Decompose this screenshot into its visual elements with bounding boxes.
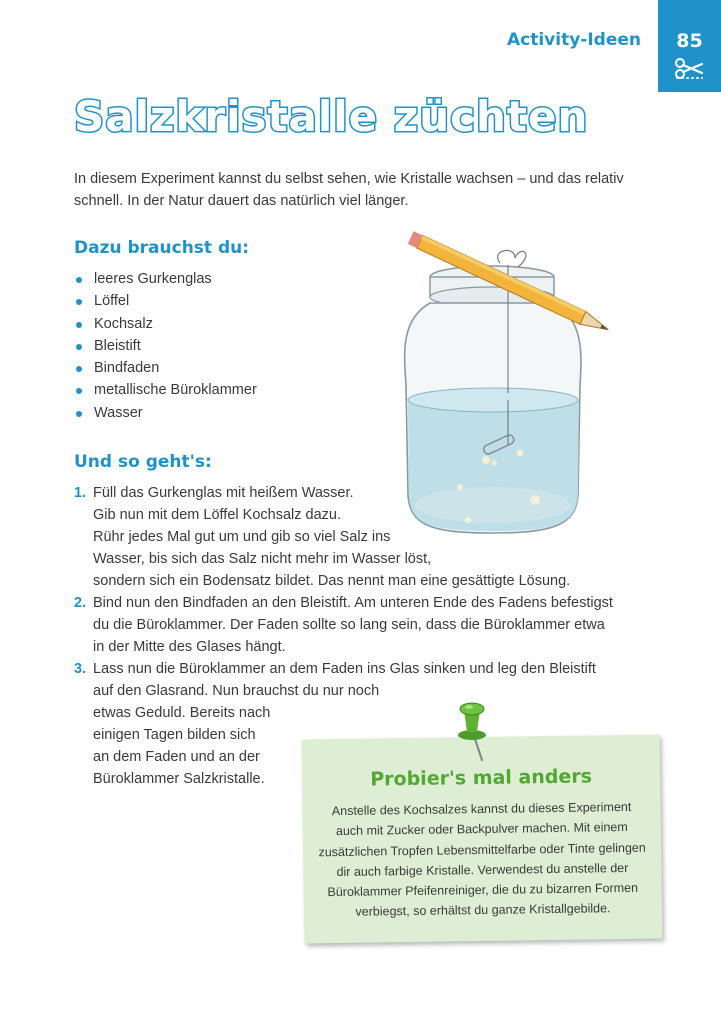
step-text: einigen Tagen bilden sich bbox=[93, 727, 256, 743]
intro-text: In diesem Experiment kannst du selbst sehen, wie Kristalle wachsen – und das relativ schnell. In der Natur dauert das natürlich viel länger. bbox=[74, 171, 624, 209]
page-title: Salzkristalle züchten bbox=[74, 92, 589, 141]
step-text: an dem Faden und an der bbox=[93, 749, 260, 765]
tip-title: Probier's mal anders bbox=[370, 765, 593, 791]
page-number: 85 bbox=[676, 30, 703, 52]
step-text: auf den Glasrand. Nun brauchst du nur noch bbox=[93, 683, 380, 699]
list-item: Bindfaden bbox=[74, 357, 257, 379]
tip-line: dir auch farbige Kristalle. Verwendest du anstelle der bbox=[336, 860, 629, 879]
tip-line: zusätzlichen Tropfen Lebensmittelfarbe oder Tinte gelingen bbox=[318, 840, 646, 859]
step-text: Bind nun den Bindfaden an den Bleistift. Am unteren Ende des Fadens befestigst bbox=[93, 595, 613, 611]
step-text: Füll das Gurkenglas mit heißem Wasser. bbox=[93, 485, 354, 501]
page-tab bbox=[658, 0, 721, 92]
step-number: 1. bbox=[74, 485, 87, 501]
steps-heading: Und so geht's: bbox=[74, 452, 212, 472]
step-text: sondern sich ein Bodensatz bildet. Das nennt man eine gesättigte Lösung. bbox=[93, 573, 571, 589]
list-item: Kochsalz bbox=[74, 313, 257, 335]
step-text: etwas Geduld. Bereits nach bbox=[93, 705, 271, 721]
step-text: Büroklammer Salzkristalle. bbox=[93, 771, 265, 787]
step-text: du die Büroklammer. Der Faden sollte so lang sein, dass die Büroklammer etwa bbox=[93, 617, 605, 633]
tip-line: Büroklammer Pfeifenreiniger, die du zu bizarren Formen bbox=[327, 881, 639, 900]
step-text: Wasser, bis sich das Salz nicht mehr im Wasser löst, bbox=[93, 551, 432, 567]
step-number: 3. bbox=[74, 661, 87, 677]
step-number: 2. bbox=[74, 595, 87, 611]
section-label: Activity-Ideen bbox=[506, 30, 641, 50]
step-item bbox=[74, 592, 613, 658]
tip-line: verbiegst, so erhältst du ganze Kristallgebilde. bbox=[355, 901, 611, 920]
list-item: Wasser bbox=[74, 402, 257, 424]
tip-box bbox=[302, 735, 663, 944]
tip-text bbox=[316, 797, 648, 923]
step-text: Lass nun die Büroklammer an dem Faden ins Glas sinken und leg den Bleistift bbox=[93, 661, 596, 677]
list-item: leeres Gurkenglas bbox=[74, 268, 257, 290]
tip-line: auch mit Zucker oder Backpulver machen. Mit einem bbox=[335, 820, 628, 839]
step-text: Gib nun mit dem Löffel Kochsalz dazu. bbox=[93, 507, 341, 523]
list-item: Löffel bbox=[74, 290, 257, 312]
scissors-icon bbox=[674, 58, 704, 80]
list-item: Bleistift bbox=[74, 335, 257, 357]
tip-line: Anstelle des Kochsalzes kannst du dieses Experiment bbox=[331, 799, 632, 819]
materials-list bbox=[74, 268, 257, 424]
step-text: in der Mitte des Glases hängt. bbox=[93, 639, 286, 655]
pushpin-icon bbox=[452, 700, 502, 762]
step-item bbox=[74, 482, 613, 592]
materials-heading: Dazu brauchst du: bbox=[74, 238, 250, 258]
step-text: Rühr jedes Mal gut um und gib so viel Salz ins bbox=[93, 529, 391, 545]
list-item: metallische Büroklammer bbox=[74, 379, 257, 401]
